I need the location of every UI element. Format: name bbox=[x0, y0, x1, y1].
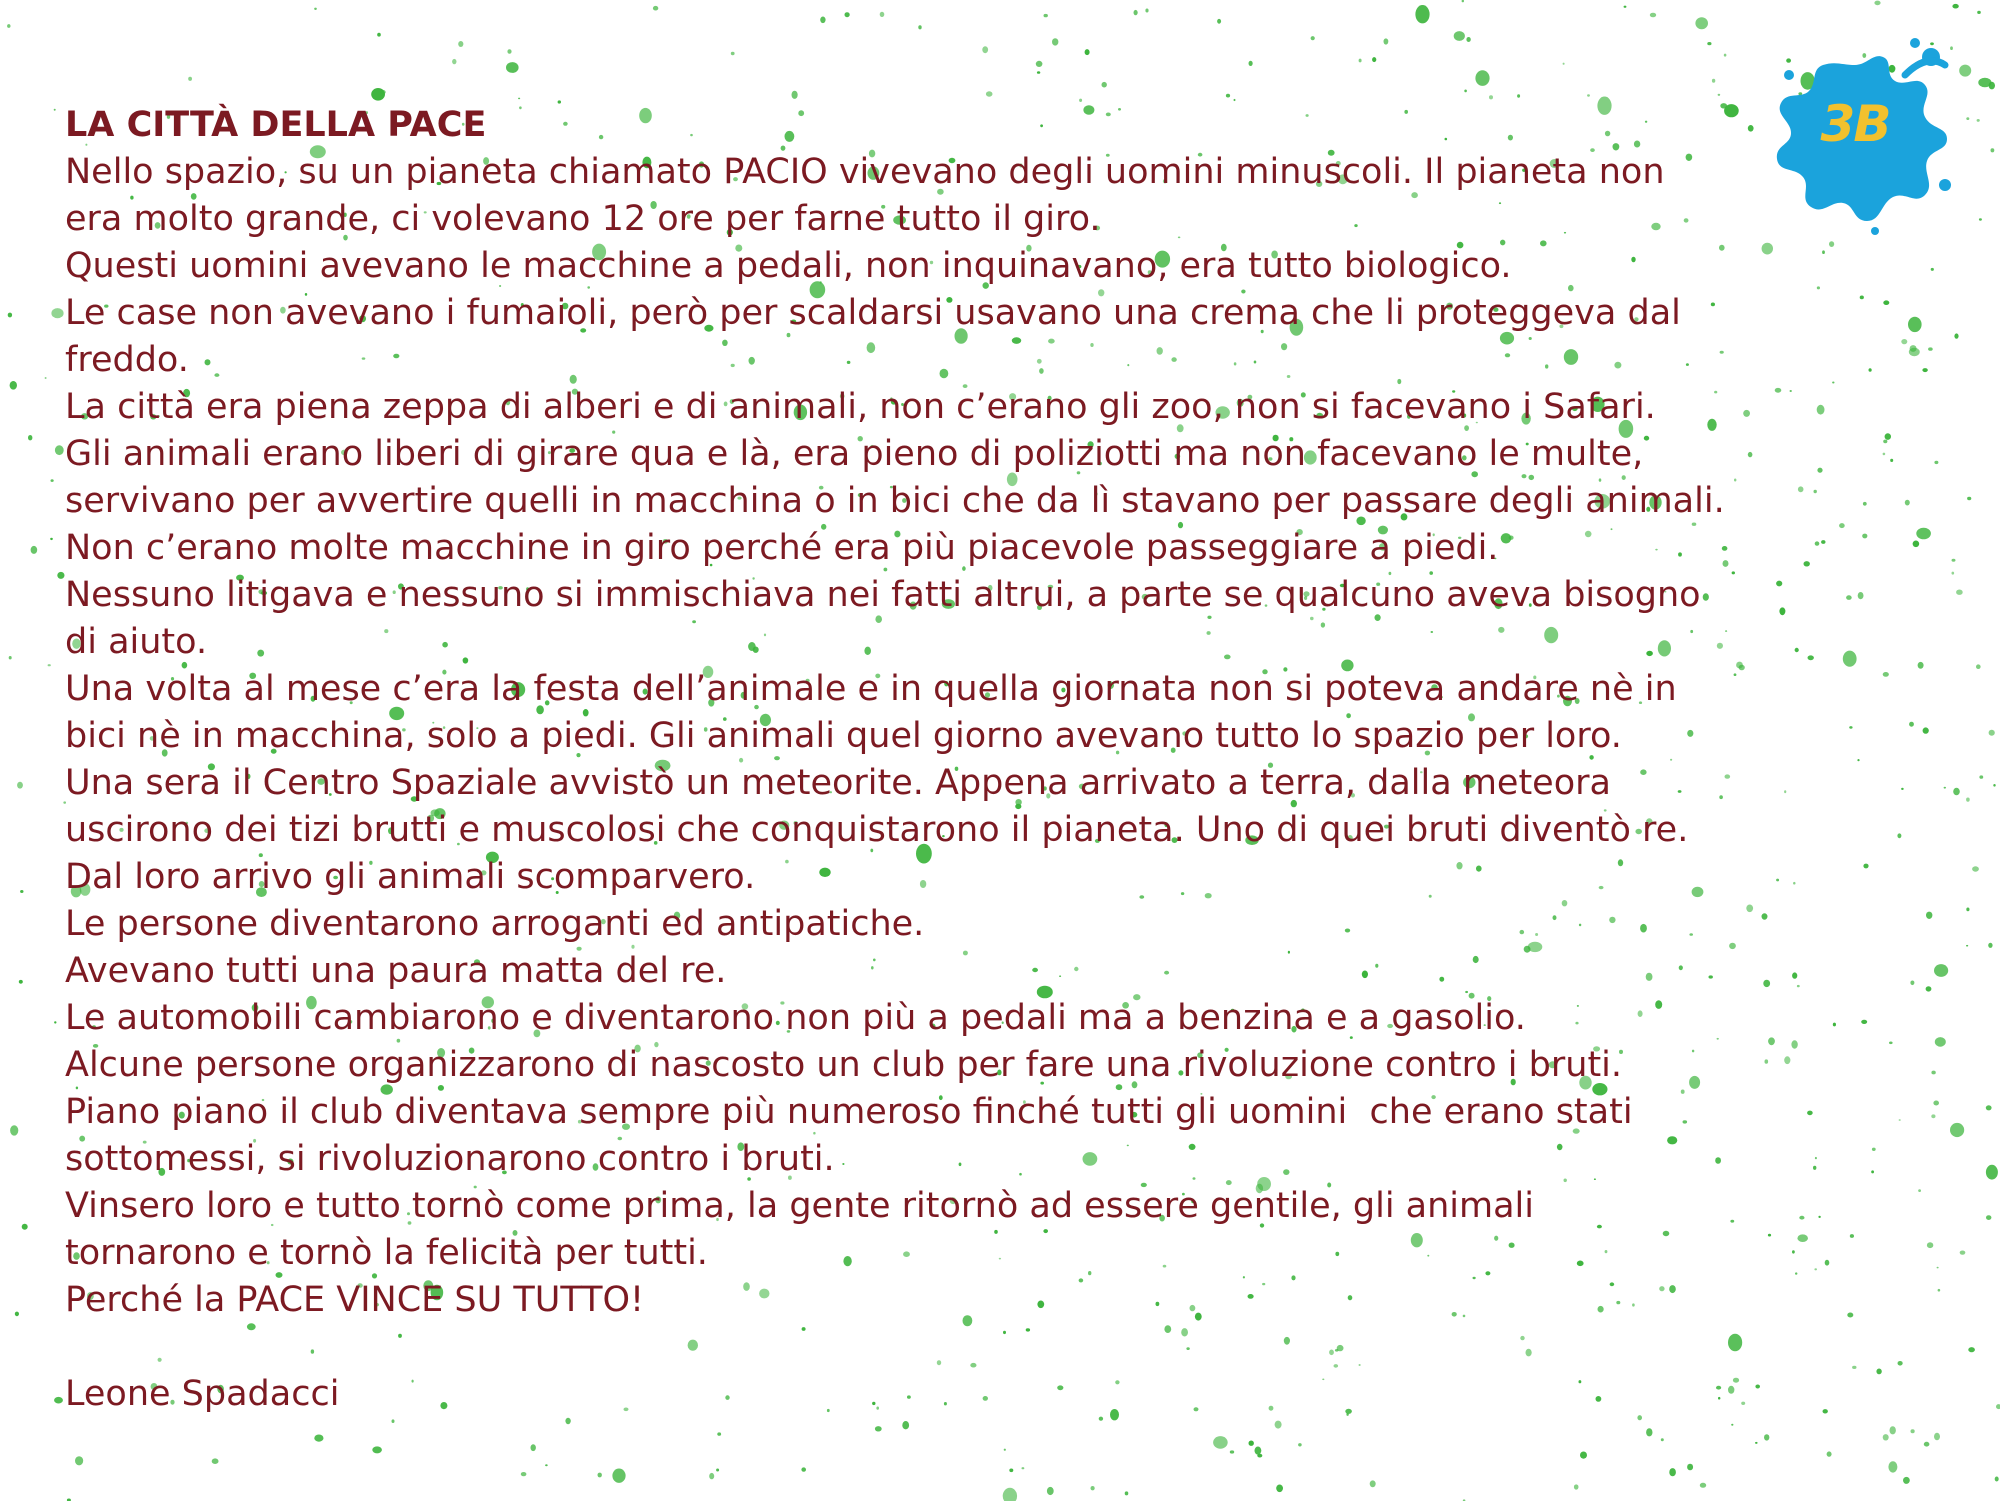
story-line: servivano per avvertire quelli in macchina o in bici che da lì stavano per passare degli animali. bbox=[65, 481, 1725, 521]
story-line: bici nè in macchina, solo a piedi. Gli animali quel giorno avevano tutto lo spazio per loro. bbox=[65, 716, 1622, 756]
story-line: Dal loro arrivo gli animali scomparvero. bbox=[65, 857, 756, 897]
story-line: Questi uomini avevano le macchine a pedali, non inquinavano, era tutto biologico. bbox=[65, 246, 1512, 286]
story-line: Gli animali erano liberi di girare qua e là, era pieno di poliziotti ma non facevano le multe, bbox=[65, 434, 1644, 474]
story-title: LA CITTÀ DELLA PACE bbox=[65, 105, 487, 145]
story-line: Le persone diventarono arroganti ed antipatiche. bbox=[65, 904, 925, 944]
story-line: Una volta al mese c’era la festa dell’animale e in quella giornata non si poteva andare nè in bbox=[65, 669, 1677, 709]
story-line: uscirono dei tizi brutti e muscolosi che conquistarono il pianeta. Uno di quei bruti diventò re. bbox=[65, 810, 1689, 850]
story-line: Vinsero loro e tutto tornò come prima, la gente ritornò ad essere gentile, gli animali bbox=[65, 1186, 1535, 1226]
story-line: freddo. bbox=[65, 340, 189, 380]
story-line: tornarono e tornò la felicità per tutti. bbox=[65, 1233, 708, 1273]
story-line: Piano piano il club diventava sempre più numeroso finché tutti gli uomini che erano stati bbox=[65, 1092, 1633, 1132]
spacer bbox=[65, 1324, 1945, 1371]
story-line: Avevano tutti una paura matta del re. bbox=[65, 951, 727, 991]
story-line: sottomessi, si rivoluzionarono contro i bruti. bbox=[65, 1139, 835, 1179]
story-line: Non c’erano molte macchine in giro perché era più piacevole passeggiare a piedi. bbox=[65, 528, 1499, 568]
story-line: di aiuto. bbox=[65, 622, 208, 662]
story-body bbox=[65, 149, 1945, 1324]
story-line: Una sera il Centro Spaziale avvistò un meteorite. Appena arrivato a terra, dalla meteora bbox=[65, 763, 1611, 803]
story-author: Leone Spadacci bbox=[65, 1374, 340, 1414]
story-line: Nessuno litigava e nessuno si immischiava nei fatti altrui, a parte se qualcuno aveva bisogno bbox=[65, 575, 1701, 615]
story-line: Le case non avevano i fumaioli, però per scaldarsi usavano una crema che li proteggeva dal bbox=[65, 293, 1681, 333]
story-line: Le automobili cambiarono e diventarono non più a pedali ma a benzina e a gasolio. bbox=[65, 998, 1526, 1038]
story-line: La città era piena zeppa di alberi e di animali, non c’erano gli zoo, non si facevano i Safari. bbox=[65, 387, 1656, 427]
story-document bbox=[65, 102, 1945, 1418]
story-line: era molto grande, ci volevano 12 ore per farne tutto il giro. bbox=[65, 199, 1101, 239]
story-line: Alcune persone organizzarono di nascosto un club per fare una rivoluzione contro i bruti. bbox=[65, 1045, 1623, 1085]
badge-label: 3B bbox=[1820, 95, 1890, 153]
story-line: Perché la PACE VINCE SU TUTTO! bbox=[65, 1280, 645, 1320]
story-line: Nello spazio, su un pianeta chiamato PACIO vivevano degli uomini minuscoli. Il pianeta non bbox=[65, 152, 1665, 192]
